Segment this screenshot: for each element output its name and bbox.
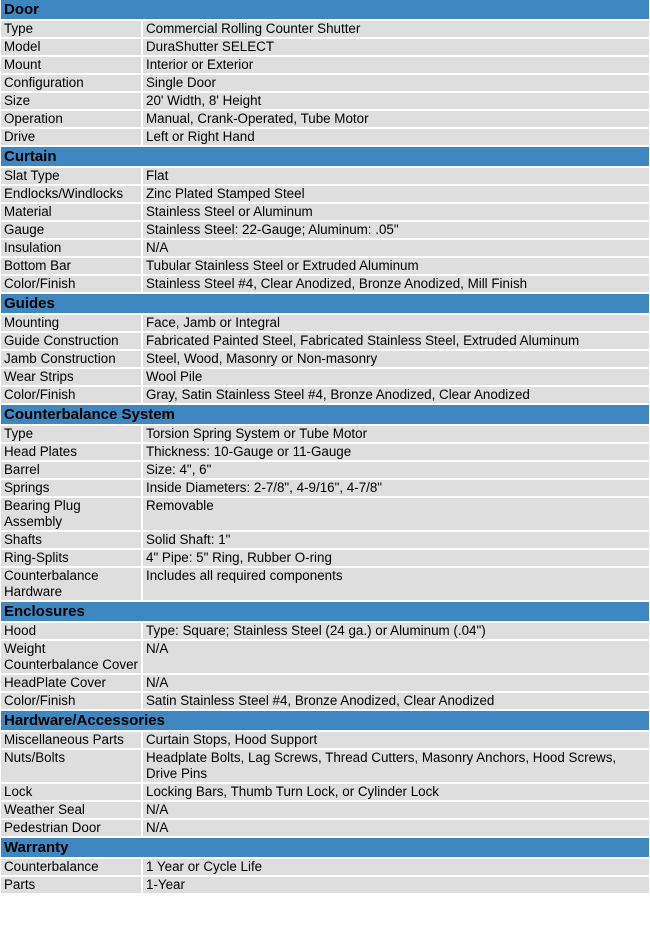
spec-row (1, 443, 649, 461)
section-title: Guides (1, 293, 649, 314)
spec-row (1, 128, 649, 146)
spec-value: Steel, Wood, Masonry or Non-masonry (142, 350, 649, 368)
spec-row (1, 531, 649, 549)
spec-value: Satin Stainless Steel #4, Bronze Anodized, Clear Anodized (142, 692, 649, 710)
spec-row (1, 549, 649, 567)
spec-label: Head Plates (1, 443, 142, 461)
spec-value: Locking Bars, Thumb Turn Lock, or Cylinder Lock (142, 783, 649, 801)
spec-row (1, 819, 649, 837)
spec-value: Torsion Spring System or Tube Motor (142, 425, 649, 443)
spec-value: Type: Square; Stainless Steel (24 ga.) or Aluminum (.04") (142, 622, 649, 640)
spec-value: Single Door (142, 74, 649, 92)
spec-label: Springs (1, 479, 142, 497)
spec-label: HeadPlate Cover (1, 674, 142, 692)
spec-row (1, 167, 649, 185)
spec-row (1, 74, 649, 92)
spec-row (1, 783, 649, 801)
spec-label: Color/Finish (1, 692, 142, 710)
spec-row (1, 350, 649, 368)
spec-value: Zinc Plated Stamped Steel (142, 185, 649, 203)
spec-label: Size (1, 92, 142, 110)
spec-label: Miscellaneous Parts (1, 731, 142, 749)
spec-row (1, 622, 649, 640)
spec-value: 1-Year (142, 876, 649, 894)
section-header (1, 837, 649, 858)
spec-row (1, 332, 649, 350)
spec-label: Nuts/Bolts (1, 749, 142, 783)
spec-row (1, 368, 649, 386)
spec-row (1, 38, 649, 56)
spec-value: Solid Shaft: 1" (142, 531, 649, 549)
spec-value: N/A (142, 801, 649, 819)
spec-value: Stainless Steel: 22-Gauge; Aluminum: .05" (142, 221, 649, 239)
spec-label: Color/Finish (1, 386, 142, 404)
spec-row (1, 20, 649, 38)
spec-value: Thickness: 10-Gauge or 11-Gauge (142, 443, 649, 461)
spec-row (1, 56, 649, 74)
spec-label: Model (1, 38, 142, 56)
spec-row (1, 749, 649, 783)
spec-value: Flat (142, 167, 649, 185)
section-header (1, 146, 649, 167)
spec-table-body (1, 0, 649, 894)
spec-row (1, 239, 649, 257)
spec-value: Tubular Stainless Steel or Extruded Aluminum (142, 257, 649, 275)
section-title: Hardware/Accessories (1, 710, 649, 731)
spec-row (1, 692, 649, 710)
spec-label: Configuration (1, 74, 142, 92)
spec-row (1, 110, 649, 128)
spec-row (1, 314, 649, 332)
spec-row (1, 461, 649, 479)
spec-label: Counterbalance Hardware (1, 567, 142, 601)
spec-value: 20' Width, 8' Height (142, 92, 649, 110)
spec-value: N/A (142, 640, 649, 674)
spec-label: Lock (1, 783, 142, 801)
spec-label: Jamb Construction (1, 350, 142, 368)
spec-value: Left or Right Hand (142, 128, 649, 146)
spec-label: Wear Strips (1, 368, 142, 386)
spec-value: Fabricated Painted Steel, Fabricated Stainless Steel, Extruded Aluminum (142, 332, 649, 350)
spec-label: Mount (1, 56, 142, 74)
spec-value: Curtain Stops, Hood Support (142, 731, 649, 749)
spec-row (1, 674, 649, 692)
spec-value: Interior or Exterior (142, 56, 649, 74)
spec-value: Commercial Rolling Counter Shutter (142, 20, 649, 38)
spec-row (1, 92, 649, 110)
spec-row (1, 275, 649, 293)
spec-label: Type (1, 425, 142, 443)
spec-value: Gray, Satin Stainless Steel #4, Bronze Anodized, Clear Anodized (142, 386, 649, 404)
spec-value: Includes all required components (142, 567, 649, 601)
spec-label: Mounting (1, 314, 142, 332)
spec-label: Counterbalance (1, 858, 142, 876)
spec-row (1, 221, 649, 239)
spec-row (1, 257, 649, 275)
spec-label: Endlocks/Windlocks (1, 185, 142, 203)
spec-label: Insulation (1, 239, 142, 257)
spec-value: N/A (142, 819, 649, 837)
section-title: Enclosures (1, 601, 649, 622)
spec-label: Drive (1, 128, 142, 146)
spec-label: Pedestrian Door (1, 819, 142, 837)
spec-label: Slat Type (1, 167, 142, 185)
spec-label: Weight Counterbalance Cover (1, 640, 142, 674)
section-title: Warranty (1, 837, 649, 858)
spec-row (1, 386, 649, 404)
spec-row (1, 497, 649, 531)
spec-row (1, 185, 649, 203)
section-header (1, 710, 649, 731)
spec-row (1, 801, 649, 819)
spec-value: Size: 4", 6" (142, 461, 649, 479)
section-header (1, 404, 649, 425)
spec-label: Material (1, 203, 142, 221)
spec-value: Stainless Steel or Aluminum (142, 203, 649, 221)
spec-row (1, 731, 649, 749)
spec-label: Bearing Plug Assembly (1, 497, 142, 531)
spec-label: Gauge (1, 221, 142, 239)
spec-value: N/A (142, 239, 649, 257)
spec-table (1, 0, 649, 895)
spec-value: 1 Year or Cycle Life (142, 858, 649, 876)
spec-row (1, 479, 649, 497)
spec-value: Face, Jamb or Integral (142, 314, 649, 332)
spec-row (1, 858, 649, 876)
section-header (1, 0, 649, 20)
spec-row (1, 425, 649, 443)
section-title: Door (1, 0, 649, 20)
spec-row (1, 203, 649, 221)
spec-label: Guide Construction (1, 332, 142, 350)
section-header (1, 293, 649, 314)
spec-label: Ring-Splits (1, 549, 142, 567)
spec-label: Type (1, 20, 142, 38)
spec-value: Inside Diameters: 2-7/8", 4-9/16", 4-7/8" (142, 479, 649, 497)
spec-value: Stainless Steel #4, Clear Anodized, Bronze Anodized, Mill Finish (142, 275, 649, 293)
spec-value: 4" Pipe: 5" Ring, Rubber O-ring (142, 549, 649, 567)
spec-label: Bottom Bar (1, 257, 142, 275)
spec-value: Wool Pile (142, 368, 649, 386)
spec-label: Hood (1, 622, 142, 640)
spec-value: DuraShutter SELECT (142, 38, 649, 56)
spec-row (1, 876, 649, 894)
spec-value: Removable (142, 497, 649, 531)
section-header (1, 601, 649, 622)
spec-row (1, 640, 649, 674)
spec-label: Shafts (1, 531, 142, 549)
section-title: Counterbalance System (1, 404, 649, 425)
section-title: Curtain (1, 146, 649, 167)
spec-value: N/A (142, 674, 649, 692)
spec-label: Weather Seal (1, 801, 142, 819)
spec-label: Operation (1, 110, 142, 128)
spec-label: Barrel (1, 461, 142, 479)
spec-value: Manual, Crank-Operated, Tube Motor (142, 110, 649, 128)
spec-label: Color/Finish (1, 275, 142, 293)
spec-row (1, 567, 649, 601)
spec-label: Parts (1, 876, 142, 894)
spec-value: Headplate Bolts, Lag Screws, Thread Cutters, Masonry Anchors, Hood Screws, Drive Pins (142, 749, 649, 783)
